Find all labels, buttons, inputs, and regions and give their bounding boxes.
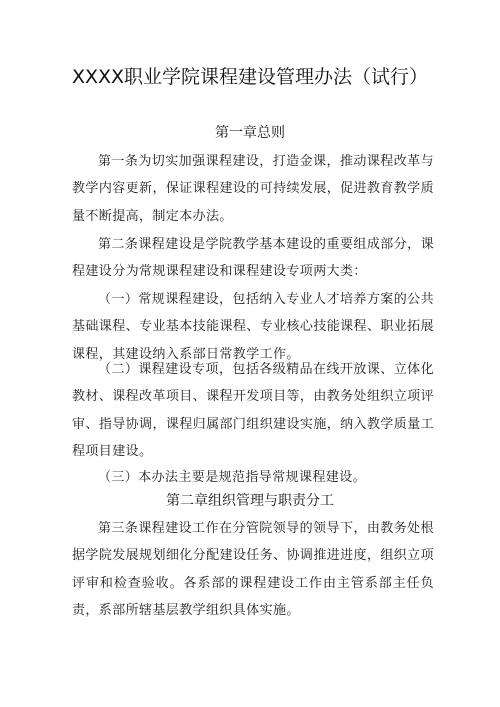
document-title: XXXX职业学院课程建设管理办法（试行） — [71, 66, 429, 88]
chapter-heading-2: 第二章组织管理与职责分工 — [166, 493, 334, 509]
article-1-paragraph: 第一条为切实加强课程建设，打造金课，推动课程改革与教学内容更新，保证课程建设的可持续发展，促进教育教学质量不断提高，制定本办法。 — [72, 154, 434, 224]
clause-1-paragraph: （一）常规课程建设，包括纳入专业人才培养方案的公共基础课程、专业基本技能课程、专业核心技能课程、职业拓展课程，其建设纳入系部日常教学工作。 — [72, 292, 434, 362]
clause-2-paragraph: （二）课程建设专项，包括各级精品在线开放课、立体化教材、课程改革项目、课程开发项目等，由教务处组织立项评审、指导协调，课程归属部门组织建设实施，纳入教学质量工程项目建设。 — [72, 362, 434, 460]
article-2-paragraph: 第二条课程建设是学院教学基本建设的重要组成部分，课程建设分为常规课程建设和课程建设专项两大类： — [72, 237, 434, 280]
article-3-paragraph: 第三条课程建设工作在分管院领导的领导下，由教务处根据学院发展规划细化分配建设任务、协调推进进度，组织立项评审和检查验收。各系部的课程建设工作由主管系部主任负责，系部所辖基层教学组织具体实施。 — [72, 521, 434, 619]
chapter-heading-1: 第一章总则 — [215, 125, 285, 141]
clause-3-paragraph: （三）本办法主要是规范指导常规课程建设。 — [98, 470, 367, 485]
